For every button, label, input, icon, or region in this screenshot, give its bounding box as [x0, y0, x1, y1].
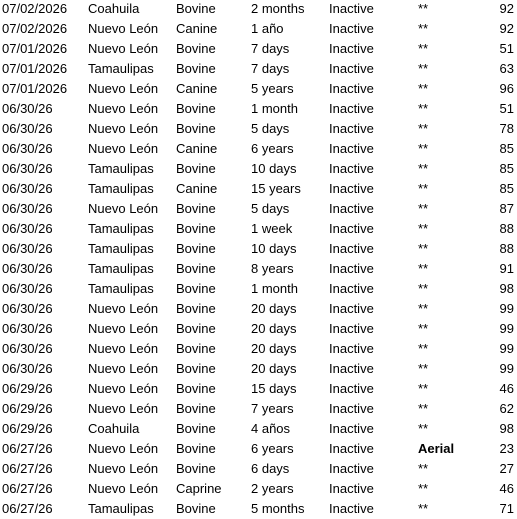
value-cell: 99 [499, 341, 514, 356]
date-cell: 07/02/2026 [2, 21, 68, 36]
age-cell: 20 days [251, 301, 297, 316]
age-cell: 6 days [251, 461, 290, 476]
state-cell: Nuevo León [88, 101, 159, 116]
age-cell: 10 days [251, 161, 297, 176]
species-cell: Bovine [176, 41, 216, 56]
code-cell: ** [418, 381, 429, 396]
code-cell: ** [418, 221, 429, 236]
date-cell: 06/30/26 [2, 201, 53, 216]
status-cell: Inactive [329, 401, 374, 416]
state-cell: Nuevo León [88, 121, 159, 136]
value-cell: 98 [499, 421, 514, 436]
status-cell: Inactive [329, 121, 374, 136]
date-cell: 07/01/2026 [2, 61, 68, 76]
table-row [0, 339, 517, 359]
table-row [0, 179, 517, 199]
age-cell: 7 years [251, 401, 294, 416]
status-cell: Inactive [329, 181, 374, 196]
value-cell: 98 [499, 281, 514, 296]
status-cell: Inactive [329, 281, 374, 296]
age-cell: 5 days [251, 201, 290, 216]
species-cell: Bovine [176, 441, 216, 456]
state-cell: Tamaulipas [88, 221, 154, 236]
species-cell: Bovine [176, 501, 216, 516]
status-cell: Inactive [329, 321, 374, 336]
value-cell: 71 [499, 501, 514, 516]
table-row [0, 139, 517, 159]
species-cell: Bovine [176, 281, 216, 296]
value-cell: 46 [499, 481, 514, 496]
age-cell: 1 month [251, 281, 298, 296]
date-cell: 06/30/26 [2, 181, 53, 196]
state-cell: Nuevo León [88, 461, 159, 476]
species-cell: Canine [176, 141, 218, 156]
state-cell: Tamaulipas [88, 61, 154, 76]
value-cell: 85 [499, 181, 514, 196]
age-cell: 2 months [251, 1, 305, 16]
state-cell: Coahuila [88, 421, 140, 436]
table-row [0, 239, 517, 259]
species-cell: Bovine [176, 361, 216, 376]
state-cell: Tamaulipas [88, 261, 154, 276]
table-row [0, 379, 517, 399]
status-cell: Inactive [329, 261, 374, 276]
date-cell: 07/02/2026 [2, 1, 68, 16]
table-row [0, 319, 517, 339]
status-cell: Inactive [329, 481, 374, 496]
code-cell: ** [418, 501, 429, 516]
date-cell: 06/27/26 [2, 501, 53, 516]
value-cell: 87 [499, 201, 514, 216]
species-cell: Bovine [176, 241, 216, 256]
code-cell: ** [418, 41, 429, 56]
code-cell: ** [418, 161, 429, 176]
value-cell: 99 [499, 361, 514, 376]
table-row [0, 219, 517, 239]
status-cell: Inactive [329, 341, 374, 356]
status-cell: Inactive [329, 501, 374, 516]
species-cell: Bovine [176, 161, 216, 176]
table-row [0, 19, 517, 39]
date-cell: 06/30/26 [2, 241, 53, 256]
state-cell: Nuevo León [88, 201, 159, 216]
code-cell: ** [418, 481, 429, 496]
age-cell: 10 days [251, 241, 297, 256]
code-cell: ** [418, 21, 429, 36]
date-cell: 07/01/2026 [2, 41, 68, 56]
value-cell: 78 [499, 121, 514, 136]
date-cell: 06/30/26 [2, 221, 53, 236]
age-cell: 20 days [251, 321, 297, 336]
species-cell: Bovine [176, 421, 216, 436]
state-cell: Tamaulipas [88, 501, 154, 516]
age-cell: 8 years [251, 261, 294, 276]
code-cell: ** [418, 461, 429, 476]
code-cell: ** [418, 321, 429, 336]
status-cell: Inactive [329, 361, 374, 376]
species-cell: Caprine [176, 481, 222, 496]
age-cell: 15 days [251, 381, 297, 396]
status-cell: Inactive [329, 41, 374, 56]
code-cell: ** [418, 141, 429, 156]
table-row [0, 279, 517, 299]
date-cell: 06/30/26 [2, 141, 53, 156]
value-cell: 91 [499, 261, 514, 276]
table-row [0, 259, 517, 279]
species-cell: Canine [176, 21, 218, 36]
species-cell: Bovine [176, 301, 216, 316]
date-cell: 06/30/26 [2, 281, 53, 296]
state-cell: Tamaulipas [88, 281, 154, 296]
status-cell: Inactive [329, 101, 374, 116]
code-cell: ** [418, 261, 429, 276]
code-cell: ** [418, 81, 429, 96]
age-cell: 20 days [251, 361, 297, 376]
state-cell: Nuevo León [88, 441, 159, 456]
status-cell: Inactive [329, 301, 374, 316]
species-cell: Bovine [176, 381, 216, 396]
value-cell: 51 [499, 41, 514, 56]
age-cell: 15 years [251, 181, 301, 196]
value-cell: 51 [499, 101, 514, 116]
age-cell: 5 days [251, 121, 290, 136]
table-row [0, 439, 517, 459]
code-cell: ** [418, 121, 429, 136]
value-cell: 99 [499, 301, 514, 316]
date-cell: 06/30/26 [2, 301, 53, 316]
table-row [0, 399, 517, 419]
age-cell: 4 años [251, 421, 291, 436]
status-cell: Inactive [329, 21, 374, 36]
value-cell: 85 [499, 141, 514, 156]
date-cell: 06/30/26 [2, 361, 53, 376]
state-cell: Coahuila [88, 1, 140, 16]
date-cell: 06/27/26 [2, 481, 53, 496]
state-cell: Nuevo León [88, 361, 159, 376]
species-cell: Bovine [176, 61, 216, 76]
age-cell: 7 days [251, 41, 290, 56]
status-cell: Inactive [329, 461, 374, 476]
code-cell: ** [418, 281, 429, 296]
state-cell: Nuevo León [88, 321, 159, 336]
date-cell: 06/29/26 [2, 421, 53, 436]
status-cell: Inactive [329, 161, 374, 176]
value-cell: 63 [499, 61, 514, 76]
age-cell: 1 month [251, 101, 298, 116]
code-cell: ** [418, 101, 429, 116]
state-cell: Nuevo León [88, 401, 159, 416]
age-cell: 5 months [251, 501, 305, 516]
age-cell: 6 years [251, 441, 294, 456]
species-cell: Bovine [176, 221, 216, 236]
state-cell: Nuevo León [88, 341, 159, 356]
state-cell: Nuevo León [88, 41, 159, 56]
table-row [0, 419, 517, 439]
age-cell: 1 año [251, 21, 284, 36]
date-cell: 06/29/26 [2, 381, 53, 396]
date-cell: 06/30/26 [2, 341, 53, 356]
table-row [0, 459, 517, 479]
age-cell: 2 years [251, 481, 294, 496]
value-cell: 88 [499, 241, 514, 256]
value-cell: 92 [499, 1, 514, 16]
table-row [0, 499, 517, 519]
age-cell: 1 week [251, 221, 293, 236]
table-row [0, 299, 517, 319]
table-row [0, 0, 517, 19]
status-cell: Inactive [329, 1, 374, 16]
code-cell: Aerial [418, 441, 455, 456]
species-cell: Canine [176, 81, 218, 96]
state-cell: Nuevo León [88, 21, 159, 36]
status-cell: Inactive [329, 61, 374, 76]
status-cell: Inactive [329, 201, 374, 216]
table-row [0, 59, 517, 79]
state-cell: Nuevo León [88, 381, 159, 396]
species-cell: Canine [176, 181, 218, 196]
state-cell: Tamaulipas [88, 241, 154, 256]
status-cell: Inactive [329, 241, 374, 256]
state-cell: Tamaulipas [88, 181, 154, 196]
code-cell: ** [418, 361, 429, 376]
value-cell: 88 [499, 221, 514, 236]
code-cell: ** [418, 201, 429, 216]
code-cell: ** [418, 61, 429, 76]
state-cell: Nuevo León [88, 301, 159, 316]
status-cell: Inactive [329, 441, 374, 456]
code-cell: ** [418, 181, 429, 196]
code-cell: ** [418, 401, 429, 416]
date-cell: 06/27/26 [2, 461, 53, 476]
species-cell: Bovine [176, 201, 216, 216]
date-cell: 06/29/26 [2, 401, 53, 416]
date-cell: 06/30/26 [2, 321, 53, 336]
species-cell: Bovine [176, 321, 216, 336]
status-cell: Inactive [329, 421, 374, 436]
status-cell: Inactive [329, 221, 374, 236]
table-row [0, 39, 517, 59]
value-cell: 46 [499, 381, 514, 396]
age-cell: 6 years [251, 141, 294, 156]
code-cell: ** [418, 241, 429, 256]
age-cell: 5 years [251, 81, 294, 96]
date-cell: 06/30/26 [2, 121, 53, 136]
code-cell: ** [418, 421, 429, 436]
species-cell: Bovine [176, 341, 216, 356]
value-cell: 23 [499, 441, 514, 456]
species-cell: Bovine [176, 401, 216, 416]
table-row [0, 199, 517, 219]
status-cell: Inactive [329, 381, 374, 396]
value-cell: 92 [499, 21, 514, 36]
table-row [0, 479, 517, 499]
date-cell: 07/01/2026 [2, 81, 68, 96]
value-cell: 85 [499, 161, 514, 176]
date-cell: 06/27/26 [2, 441, 53, 456]
state-cell: Nuevo León [88, 481, 159, 496]
species-cell: Bovine [176, 101, 216, 116]
species-cell: Bovine [176, 261, 216, 276]
table-row [0, 159, 517, 179]
status-cell: Inactive [329, 81, 374, 96]
status-cell: Inactive [329, 141, 374, 156]
state-cell: Nuevo León [88, 81, 159, 96]
age-cell: 20 days [251, 341, 297, 356]
table-row [0, 79, 517, 99]
species-cell: Bovine [176, 461, 216, 476]
table-row [0, 119, 517, 139]
value-cell: 96 [499, 81, 514, 96]
species-cell: Bovine [176, 1, 216, 16]
code-cell: ** [418, 1, 429, 16]
value-cell: 99 [499, 321, 514, 336]
species-cell: Bovine [176, 121, 216, 136]
value-cell: 62 [499, 401, 514, 416]
table-row [0, 99, 517, 119]
date-cell: 06/30/26 [2, 101, 53, 116]
date-cell: 06/30/26 [2, 161, 53, 176]
state-cell: Nuevo León [88, 141, 159, 156]
value-cell: 27 [499, 461, 514, 476]
date-cell: 06/30/26 [2, 261, 53, 276]
code-cell: ** [418, 301, 429, 316]
state-cell: Tamaulipas [88, 161, 154, 176]
age-cell: 7 days [251, 61, 290, 76]
table-row [0, 359, 517, 379]
code-cell: ** [418, 341, 429, 356]
